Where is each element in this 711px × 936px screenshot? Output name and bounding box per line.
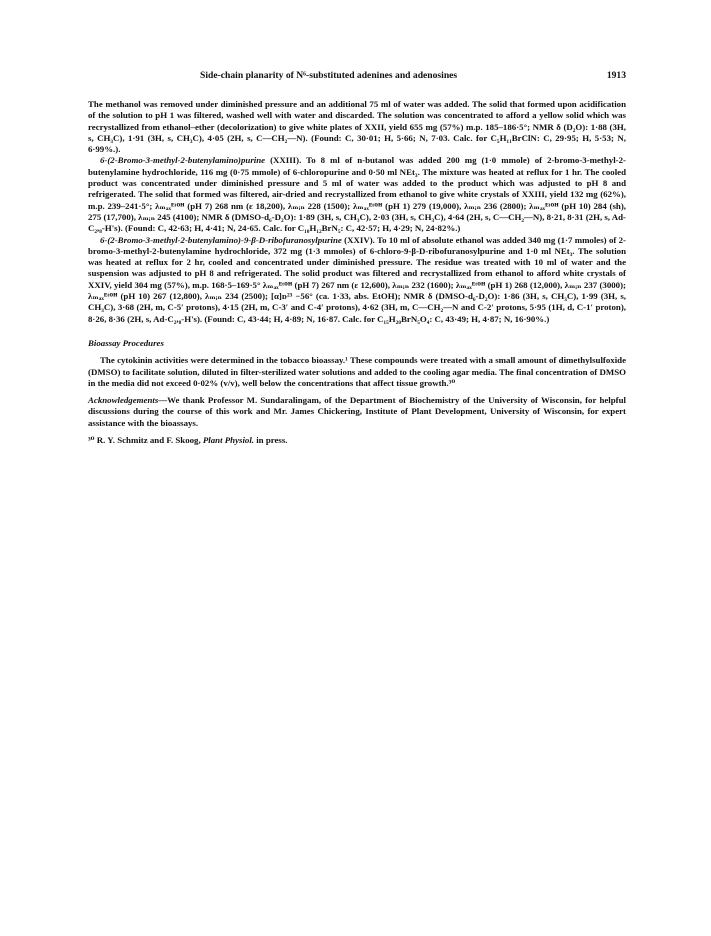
footnote-journal: Plant Physiol. — [202, 435, 255, 446]
paragraph-compound-xxiii — [88, 155, 626, 234]
acknowledgements-text: —We thank Professor M. Sundaralingam, of the Department of Biochemistry of the University of Wisconsin, for helpful discussions during the course of this work and Mr. James Chickering, Institute of Plant Development, University of Wisconsin, for expert assistance with the bioassays. — [88, 395, 626, 428]
page-number: 1913 — [606, 70, 626, 81]
compound-xxiii-text: (XXIII). To 8 ml of n-butanol was added 200 mg (1·0 mmole) of 2-bromo-3-methyl-2-butenylamine hydrochloride, 116 mg (0·75 mmole) of 6-chloropurine and 0·50 ml NEt₃. The mixture was heated at reflux for 1 hr. The cooled product was concentrated under diminished pressure and 5 ml of water was added to the product which was adjusted to pH 8 and refrigerated. The solid that formed was filtered, air-dried and recrystallized from ethanol to give white crystals of XXIII, yield 132 mg (62%), m.p. 239–241·5°; λₘₐₓᴱᵗᴼᴴ (pH 7) 268 nm (ε 18,200), λₘᵢₙ 228 (1500); λₘₐₓᴱᵗᴼᴴ (pH 1) 279 (19,000), λₘᵢₙ 236 (2800); λₘₐₓᴱᵗᴼᴴ (pH 10) 284 (sh), 275 (17,700), λₘᵢₙ 245 (4100); NMR δ (DMSO-d₆-D₂O): 1·89 (3H, s, CH₃C), 2·03 (3H, s, CH₃C), 4·64 (2H, s, C—CH₂—N), 8·21, 8·31 (2H, s, Ad-C₂,₈-H's). (Found: C, 42·63; H, 4·41; N, 24·65. Calc. for C₁₀H₁₂BrN₅: C, 42·57; H, 4·29; N, 24·82%.) — [88, 155, 626, 234]
running-header — [88, 70, 626, 84]
acknowledgements-label: Acknowledgements — [88, 395, 159, 406]
section-heading-bioassay: Bioassay Procedures — [88, 337, 164, 348]
paragraph-compound-xxiv — [88, 235, 626, 325]
article-body — [88, 99, 626, 446]
running-title: Side-chain planarity of N⁶-substituted adenines and adenosines — [200, 70, 458, 81]
footnote-reference-30 — [88, 435, 626, 446]
compound-xxiv-text: (XXIV). To 10 ml of absolute ethanol was added 340 mg (1·7 mmoles) of 2-bromo-3-methyl-2-butenylamine hydrochloride, 372 mg (1·3 mmoles) of 6-chloro-9-β-D-ribofuranosylpurine and 1·0 ml NEt₃. The solution was heated at reflux for 2 hr, cooled and concentrated under diminished pressure. The residue was treated with 10 ml of water and the suspension was adjusted to pH 8 and refrigerated. The solid product was filtered and recrystallized from ethanol to afford white crystals of XXIV, yield 304 mg (57%), m.p. 168·5–169·5° λₘₐₓᴱᵗᴼᴴ (pH 7) 267 nm (ε 12,600), λₘᵢₙ 232 (1600); λₘₐₓᴱᵗᴼᴴ (pH 1) 268 (12,000), λₘᵢₙ 237 (3000); λₘₐₓᴱᵗᴼᴴ (pH 10) 267 (12,800), λₘᵢₙ 234 (2500); [α]ᴅ²³ −56° (ca. 1·33, abs. EtOH); NMR δ (DMSO-d₆-D₂O): 1·86 (3H, s, CH₃C), 1·99 (3H, s, CH₃C), 3·68 (2H, m, C-5′ protons), 4·15 (2H, m, C-3′ and C-4′ protons), 4·62 (3H, m, C—CH₂—N and C-2′ protons, 5·95 (1H, d, C-1′ proton), 8·26, 8·36 (2H, s, Ad-C₂,₈-H's). (Found: C, 43·44; H, 4·89; N, 16·87. Calc. for C₁₅H₂₀BrN₅O₄: C, 43·49; H, 4·87; N, 16·90%.) — [88, 234, 626, 324]
footnote-number: ³⁰ — [88, 435, 95, 446]
compound-name-xxiv: 6-(2-Bromo-3-methyl-2-butenylamino)-9-β-D-ribofuranosylpurine — [100, 234, 342, 245]
footnote-authors: R. Y. Schmitz and F. Skoog, — [94, 435, 203, 446]
paragraph-acknowledgements — [88, 395, 626, 429]
paragraph-bioassay: The cytokinin activities were determined in the tobacco bioassay.¹ These compounds were treated with a small amount of dimethylsulfoxide (DMSO) to facilitate solution, diluted in filter-sterilized water solutions and added to the cooling agar media. The final concentration of DMSO in the media did not exceed 0·02% (v/v), well below the concentrations that affect tissue growth.³⁰ — [88, 355, 626, 388]
paragraph-xxii-workup: The methanol was removed under diminished pressure and an additional 75 ml of water was added. The solid that formed upon acidification of the solution to pH 1 was filtered, washed well with water and discarded. The solution was concentrated to afford a yellow solid which was recrystallized from ethanol–ether (decolorization) to give white plates of XXII, yield 655 mg (57%) m.p. 185–186·5°; NMR δ (D₂O): 1·88 (3H, s, CH₃C), 1·91 (3H, s, CH₃C), 4·05 (2H, s, C—CH₂—N). (Found: C, 30·01; H, 5·66; N, 7·03. Calc. for C₅H₁₁BrClN: C, 29·95; H, 5·53; N, 6·99%.). — [88, 99, 626, 155]
compound-name-xxiii: 6-(2-Bromo-3-methyl-2-butenylamino)purine — [100, 155, 266, 166]
footnote-status: in press. — [254, 435, 288, 446]
